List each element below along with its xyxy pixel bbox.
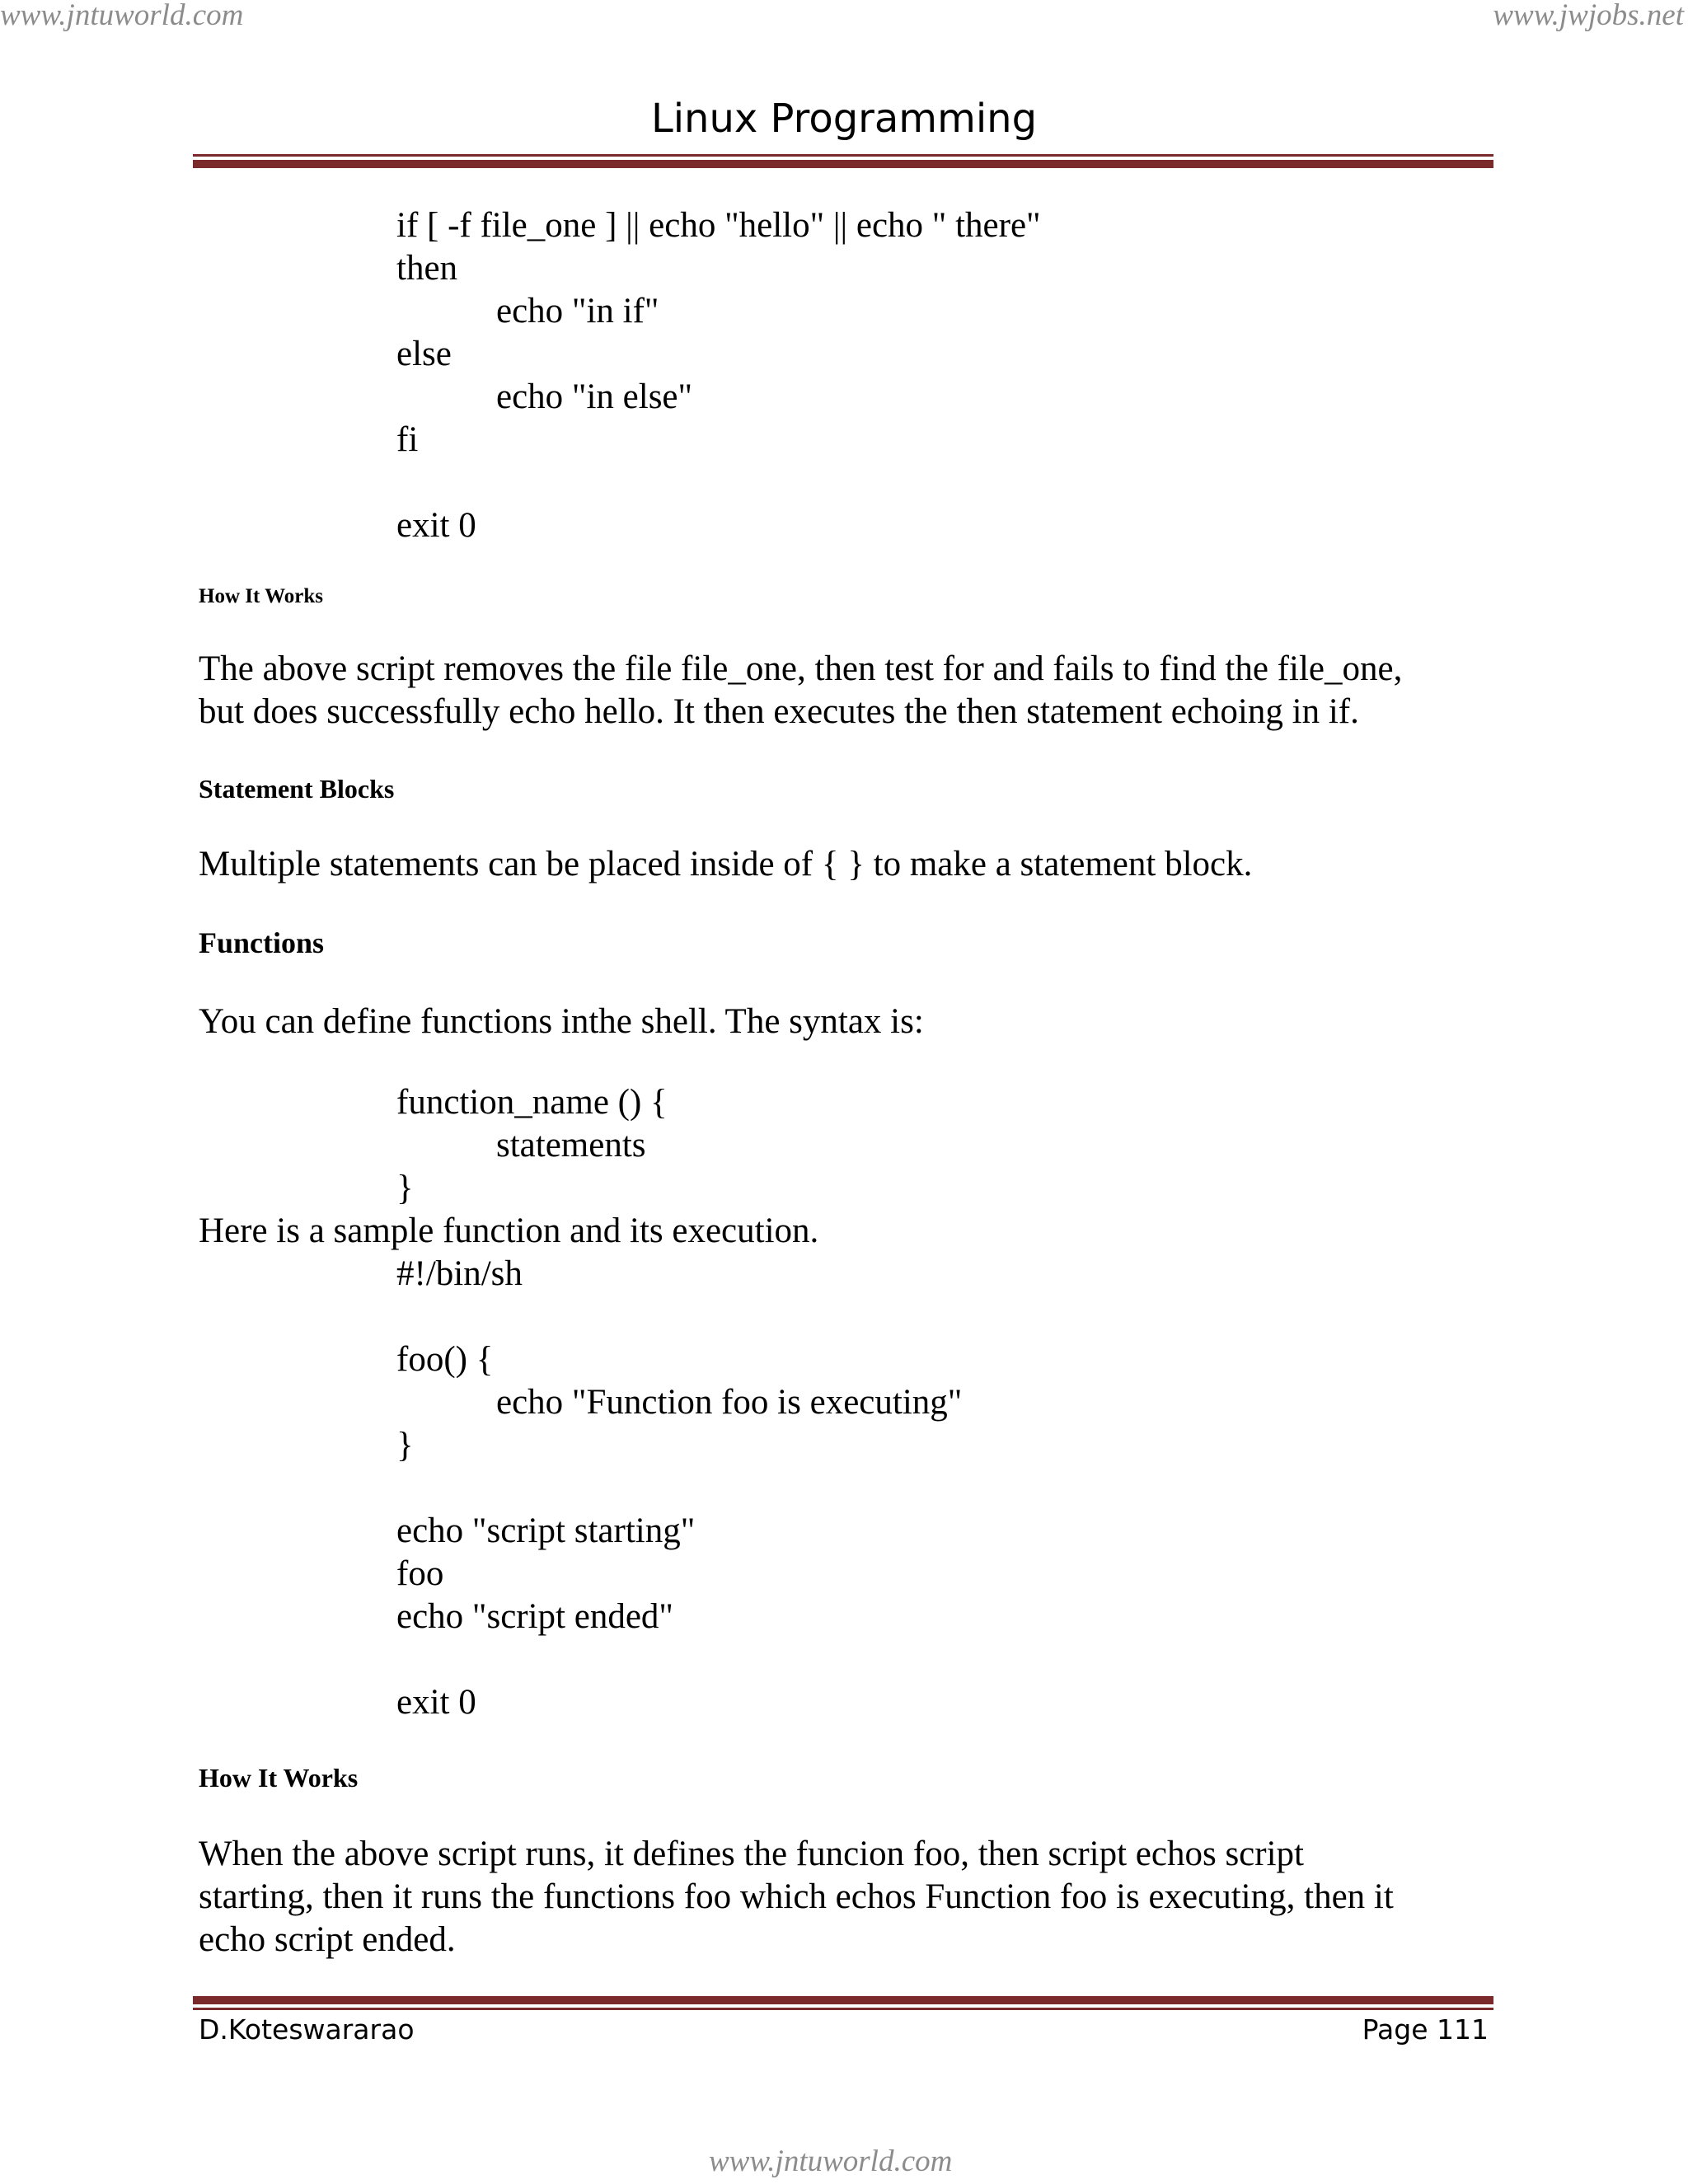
- paragraph-line: When the above script runs, it defines the funcion foo, then script echos script: [199, 1835, 1304, 1873]
- watermark-bottom: www.jntuworld.com: [709, 2144, 953, 2178]
- paragraph-line: You can define functions inthe shell. The syntax is:: [199, 1002, 924, 1041]
- watermark-top-left: www.jntuworld.com: [0, 0, 244, 32]
- paragraph-line: Here is a sample function and its execution.: [199, 1212, 819, 1250]
- footer-rule: [193, 1996, 1493, 2010]
- section-heading: Statement Blocks: [199, 774, 395, 804]
- code-line: echo "Function foo is executing": [496, 1383, 963, 1422]
- code-line: function_name () {: [396, 1083, 668, 1122]
- code-line: echo "in else": [496, 377, 693, 416]
- code-line: }: [396, 1169, 414, 1207]
- section-heading: Functions: [199, 926, 325, 959]
- code-line: exit 0: [396, 506, 476, 545]
- code-line: if [ -f file_one ] || echo "hello" || echo " there": [396, 206, 1041, 245]
- code-line: then: [396, 249, 458, 288]
- footer-author: D.Koteswararao: [199, 2013, 415, 2046]
- footer-page-number: Page 111: [1362, 2013, 1489, 2046]
- code-line: else: [396, 335, 452, 373]
- paragraph-line: but does successfully echo hello. It then executes the then statement echoing in if.: [199, 692, 1359, 731]
- code-line: exit 0: [396, 1683, 476, 1722]
- paragraph-line: starting, then it runs the functions foo which echos Function foo is executing, then it: [199, 1877, 1394, 1916]
- header-rule: [193, 154, 1493, 168]
- paragraph-line: echo script ended.: [199, 1920, 456, 1959]
- section-heading: How It Works: [199, 585, 323, 607]
- paragraph-line: The above script removes the file file_one, then test for and fails to find the file_one,: [199, 649, 1403, 688]
- code-line: }: [396, 1426, 414, 1465]
- code-line: echo "script starting": [396, 1511, 696, 1550]
- code-line: foo: [396, 1554, 444, 1593]
- code-line: echo "in if": [496, 292, 659, 330]
- code-line: statements: [496, 1126, 646, 1165]
- paragraph-line: Multiple statements can be placed inside of { } to make a statement block.: [199, 845, 1253, 883]
- code-line: fi: [396, 420, 419, 459]
- code-line: #!/bin/sh: [396, 1254, 523, 1293]
- code-line: foo() {: [396, 1340, 494, 1379]
- page-header-title: Linux Programming: [650, 96, 1038, 142]
- code-line: echo "script ended": [396, 1597, 673, 1636]
- watermark-top-right: www.jwjobs.net: [1493, 0, 1684, 32]
- section-heading: How It Works: [199, 1763, 359, 1793]
